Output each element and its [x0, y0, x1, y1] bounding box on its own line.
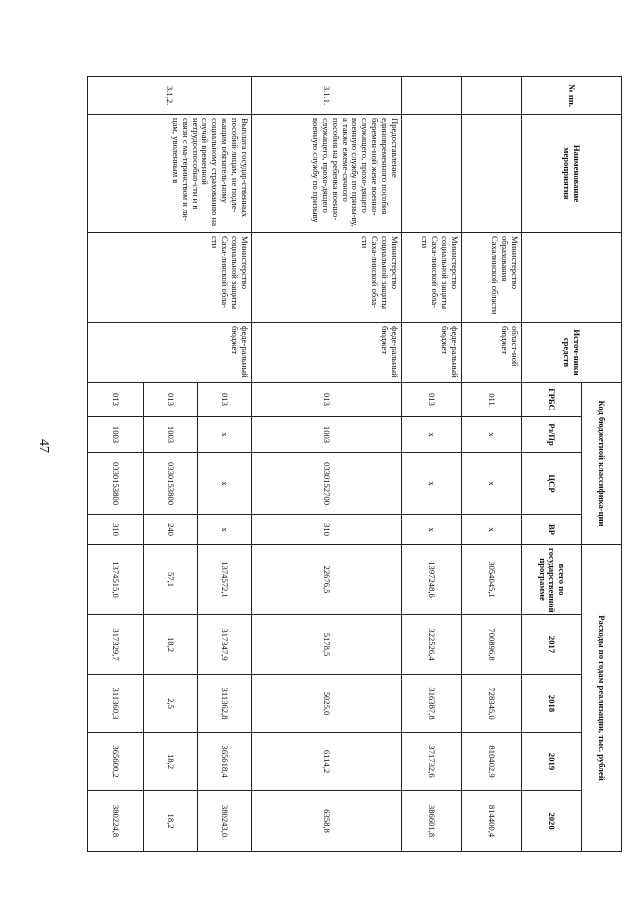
- cell-name: Выплата государ-ственных пособий лицам, не подле-жащим обязатель-ному социальному страхованию на случай временной нетрудоспособно-сти и в связи с ма-теринством и ли-цам, уволенным в: [88, 115, 252, 233]
- table-row: [402, 77, 462, 852]
- cell-2020: 814400,4: [462, 791, 522, 852]
- cell-2017: 700896,8: [462, 615, 522, 675]
- cell-grbs: 013: [402, 383, 462, 417]
- cell-total: 57,1: [144, 545, 198, 615]
- page-number: 47: [36, 439, 51, 453]
- cell-2018: 316387,8: [402, 675, 462, 733]
- cell-2017: 18,2: [144, 615, 198, 675]
- cell-name: Предоставление единовременного пособия беремен-ной жене военно-служащего, прохо-дящего военную службу по призы-ву, а также ежеме-сячного пособия на ребенка военно-служащего, прохо-дящего военную службу по призыву: [252, 115, 402, 233]
- cell-2019: 810402,9: [462, 733, 522, 791]
- cell-agency: Министерство социальной защиты Саха-линской обла-сти: [252, 233, 402, 323]
- header-2020: 2020: [522, 791, 582, 852]
- cell-2017: 317329,7: [88, 615, 144, 675]
- cell-source: феде-ральный бюджет: [252, 323, 402, 383]
- header-agency: [522, 233, 622, 323]
- cell-csr: 0330153800: [144, 453, 198, 515]
- cell-name: [402, 115, 462, 233]
- cell-grbs: 013: [144, 383, 198, 417]
- header-2019: 2019: [522, 733, 582, 791]
- cell-vr: 310: [252, 515, 402, 545]
- header-grbs: ГРБС: [522, 383, 582, 417]
- cell-total: 1374572,1: [198, 545, 252, 615]
- cell-total: 1397248,6: [402, 545, 462, 615]
- cell-2020: 6358,8: [252, 791, 402, 852]
- header-csr: ЦСР: [522, 453, 582, 515]
- cell-num: [402, 77, 462, 115]
- cell-2020: 386601,8: [402, 791, 462, 852]
- cell-csr: x: [402, 453, 462, 515]
- cell-rzpr: 1003: [144, 417, 198, 453]
- cell-grbs: 013: [198, 383, 252, 417]
- cell-rzpr: x: [402, 417, 462, 453]
- cell-vr: x: [402, 515, 462, 545]
- cell-agency: Министерство социальной защиты Саха-линской обла-сти: [402, 233, 462, 323]
- cell-csr: x: [198, 453, 252, 515]
- cell-num: [462, 77, 522, 115]
- cell-2019: 365600,2: [88, 733, 144, 791]
- cell-2018: 728345,0: [462, 675, 522, 733]
- header-budget-code: Код бюджетной классифика-ции: [582, 383, 622, 545]
- cell-csr: 0330152700: [252, 453, 402, 515]
- cell-num: 3.1.2.: [88, 77, 252, 115]
- cell-rzpr: x: [198, 417, 252, 453]
- cell-vr: x: [462, 515, 522, 545]
- cell-2020: 18,2: [144, 791, 198, 852]
- cell-csr: 0330153800: [88, 453, 144, 515]
- cell-2019: 18,2: [144, 733, 198, 791]
- expenses-table: [87, 76, 622, 852]
- table-row: [462, 77, 522, 852]
- cell-2020: 380243,0: [198, 791, 252, 852]
- cell-2018: 311362,8: [198, 675, 252, 733]
- cell-grbs: 013: [252, 383, 402, 417]
- table-row: [252, 77, 402, 852]
- cell-source: феде-ральный бюджет: [88, 323, 252, 383]
- cell-grbs: 013: [88, 383, 144, 417]
- cell-vr: 310: [88, 515, 144, 545]
- cell-2019: 371732,6: [402, 733, 462, 791]
- cell-2017: 317347,9: [198, 615, 252, 675]
- cell-rzpr: 1003: [88, 417, 144, 453]
- header-rzpr: Рз/Пр: [522, 417, 582, 453]
- header-2018: 2018: [522, 675, 582, 733]
- header-total: всего по государственной программе: [522, 545, 582, 615]
- header-2017: 2017: [522, 615, 582, 675]
- document-table-container: [88, 76, 622, 851]
- cell-agency: Министерство образования Сахалинской области: [462, 233, 522, 323]
- header-row-1: [582, 77, 622, 852]
- cell-num: 3.1.1.: [252, 77, 402, 115]
- cell-2017: 322526,4: [402, 615, 462, 675]
- header-source: Источ-ники средств: [522, 323, 622, 383]
- cell-grbs: 011: [462, 383, 522, 417]
- header-expenses: Расходы по годам реализации, тыс. рублей: [582, 545, 622, 852]
- header-num: № пп.: [522, 77, 622, 115]
- cell-agency: Министерство социальной защиты Саха-линской обла-сти: [88, 233, 252, 323]
- cell-2017: 5178,5: [252, 615, 402, 675]
- cell-2018: 311360,3: [88, 675, 144, 733]
- table-row: [198, 77, 252, 852]
- cell-2020: 380224,8: [88, 791, 144, 852]
- cell-vr: x: [198, 515, 252, 545]
- cell-2018: 5025,0: [252, 675, 402, 733]
- cell-rzpr: x: [462, 417, 522, 453]
- cell-rzpr: 1003: [252, 417, 402, 453]
- cell-total: 22676,5: [252, 545, 402, 615]
- cell-csr: x: [462, 453, 522, 515]
- cell-vr: 240: [144, 515, 198, 545]
- cell-2018: 2,5: [144, 675, 198, 733]
- cell-name: [462, 115, 522, 233]
- cell-source: феде-ральный бюджет: [402, 323, 462, 383]
- cell-2019: 6114,2: [252, 733, 402, 791]
- header-vr: ВР: [522, 515, 582, 545]
- cell-2019: 365618,4: [198, 733, 252, 791]
- cell-source: област-ной бюджет: [462, 323, 522, 383]
- header-name: Наименование мероприятия: [522, 115, 622, 233]
- cell-total: 1374515,0: [88, 545, 144, 615]
- cell-total: 3054045,1: [462, 545, 522, 615]
